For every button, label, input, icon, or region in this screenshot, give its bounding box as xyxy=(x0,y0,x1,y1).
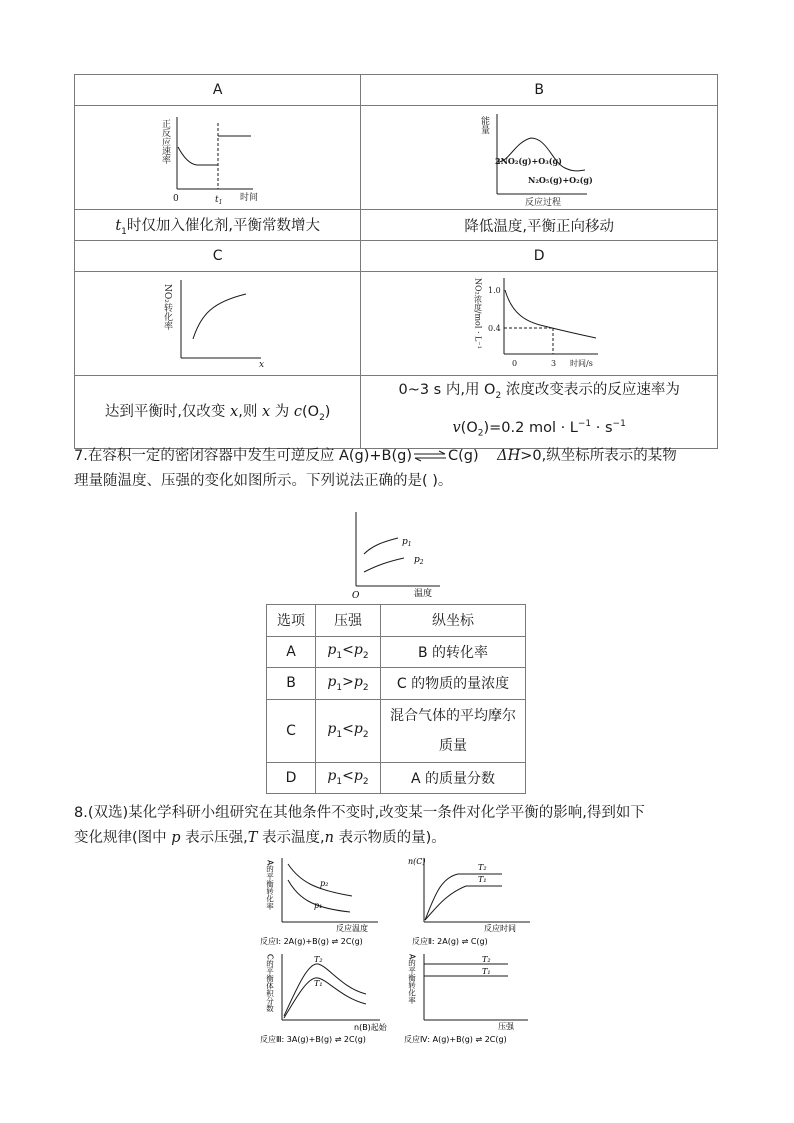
graph-caption: 反应Ⅳ: A(g)+B(g) ⇌ 2C(g) xyxy=(404,1035,507,1044)
caption-b: 降低温度,平衡正向移动 xyxy=(361,210,718,241)
x-axis-label: x xyxy=(258,359,264,370)
p2-curve xyxy=(364,558,404,572)
col-head-yaxis: 纵坐标 xyxy=(381,605,526,637)
caption-d-line2: $v(O_2)=0.2$ mol · $L^{-1} \cdot s^{-1}$ xyxy=(452,418,626,439)
row-option: A xyxy=(267,636,316,668)
question-8-stem xyxy=(74,801,724,851)
graph-caption: 反应Ⅲ: 3A(g)+B(g) ⇌ 2C(g) xyxy=(260,1035,366,1044)
question-7-figure xyxy=(342,508,447,602)
T2-label: T₂ xyxy=(478,863,487,872)
row-option: C xyxy=(267,699,316,762)
figure-c-cell xyxy=(75,272,361,376)
origin-label: O xyxy=(352,591,360,601)
x-axis-label: 时间 xyxy=(239,192,258,203)
x-axis-label: 反应过程 xyxy=(525,197,562,208)
x-axis-label: 时间/s xyxy=(570,358,593,368)
question-7-line2: 理量随温度、压强的变化如图所示。下列说法正确的是( )。 xyxy=(74,473,453,489)
origin-label: 0 xyxy=(172,193,179,204)
question-7-stem xyxy=(74,444,724,494)
y-axis-label: NO₂浓度/mol · L⁻¹ xyxy=(473,277,483,349)
row-pressure: $p_1<p_2$ xyxy=(316,699,381,762)
option-head-a: A xyxy=(75,75,361,106)
p2-label: $p_2$ xyxy=(414,555,424,566)
figure-c-conversion xyxy=(163,274,273,374)
row-pressure: $p_1>p_2$ xyxy=(316,668,381,700)
figure-d-concentration xyxy=(474,274,604,374)
y-tick-1.0: 1.0 xyxy=(488,285,501,295)
figure-b-cell xyxy=(361,106,718,210)
graph-reaction-3 xyxy=(256,950,396,1046)
option-head-d: D xyxy=(361,241,718,272)
row-option: B xyxy=(267,668,316,700)
table-row xyxy=(267,668,526,700)
caption-d xyxy=(361,376,718,449)
y-axis-label: C的平衡体积分数 xyxy=(265,954,275,1012)
T1-label: T₁ xyxy=(482,967,491,976)
row-pressure: $p_1<p_2$ xyxy=(316,636,381,668)
p1-curve xyxy=(364,538,398,554)
p1-label: p₁ xyxy=(314,901,323,910)
table-row xyxy=(267,636,526,668)
figure-d-cell xyxy=(361,272,718,376)
T2-label: T₂ xyxy=(482,955,491,964)
x-axis-label: 温度 xyxy=(414,589,433,599)
x-axis-label: 压强 xyxy=(498,1022,514,1031)
origin-label: 0 xyxy=(512,358,518,368)
row-yaxis: B 的转化率 xyxy=(381,636,526,668)
row-pressure: $p_1<p_2$ xyxy=(316,762,381,794)
y-axis-label: A的平衡转化率 xyxy=(407,954,417,1005)
figure-b-energy-profile xyxy=(481,108,597,208)
question-8-line1: 8.(双选)某化学科研小组研究在其他条件不变时,改变某一条件对化学平衡的影响,得到如下 xyxy=(74,805,645,821)
y-axis-label: 正反应速率 xyxy=(159,118,170,164)
p1-label: $p_1$ xyxy=(402,537,412,548)
conversion-curve xyxy=(193,294,246,339)
option-head-c: C xyxy=(75,241,361,272)
row-option: D xyxy=(267,762,316,794)
x-axis-label: n(B)起始 xyxy=(354,1023,387,1032)
reversible-arrow-icon xyxy=(412,450,448,462)
row-yaxis: C 的物质的量浓度 xyxy=(381,668,526,700)
row-yaxis: 混合气体的平均摩尔 质量 xyxy=(381,699,526,762)
figure-a-rate-time xyxy=(159,109,273,207)
x-axis-label: 反应时间 xyxy=(484,924,516,933)
figure-a-cell xyxy=(75,106,361,210)
product-label: N₂O₅(g)+O₂(g) xyxy=(528,174,593,185)
t1-label: $t_1$ xyxy=(214,194,223,206)
T2-curve xyxy=(284,964,366,1016)
question-8-line2: 变化规律(图中 p 表示压强,T 表示温度,n 表示物质的量)。 xyxy=(74,830,446,846)
caption-a: $t_1$时仅加入催化剂,平衡常数增大 xyxy=(75,210,361,241)
T2-curve xyxy=(425,874,502,920)
y-axis-label: A的平衡转化率 xyxy=(265,860,275,911)
reactant-label: 2NO₂(g)+O₃(g) xyxy=(495,155,562,166)
caption-c: 达到平衡时,仅改变 x,则 x 为 $c(O_2)$ xyxy=(75,376,361,449)
question-7-line1: 7.在容积一定的密闭容器中发生可逆反应 A(g)+B(g) C(g) ΔH>0,纵坐标所表示的某物 xyxy=(74,448,677,464)
table-row xyxy=(267,699,526,762)
option-table-q7 xyxy=(266,604,526,794)
table-row xyxy=(267,762,526,794)
graph-caption: 反应Ⅰ: 2A(g)+B(g) ⇌ 2C(g) xyxy=(260,937,363,946)
option-table-q6 xyxy=(74,74,718,449)
graph-reaction-4 xyxy=(402,950,536,1046)
T1-curve xyxy=(425,886,502,920)
rate-curve-before xyxy=(178,147,218,165)
graph-reaction-1 xyxy=(256,854,396,950)
col-head-option: 选项 xyxy=(267,605,316,637)
T1-curve xyxy=(284,978,366,1018)
y-axis-label: NO₂转化率 xyxy=(161,283,172,330)
x-tick-3: 3 xyxy=(551,358,557,368)
x-axis-label: 反应温度 xyxy=(336,924,368,933)
y-tick-0.4: 0.4 xyxy=(488,323,501,333)
y-axis-label: n(C) xyxy=(408,857,426,866)
caption-d-line1: 0~3 s 内,用 $O_2$ 浓度改变表示的反应速率为 xyxy=(398,382,680,401)
graph-caption: 反应Ⅱ: 2A(g) ⇌ C(g) xyxy=(412,937,488,946)
p2-label: p₂ xyxy=(320,879,329,888)
col-head-pressure: 压强 xyxy=(316,605,381,637)
T1-label: T₁ xyxy=(478,875,487,884)
y-axis-label: 能量 xyxy=(479,115,490,134)
graph-reaction-2 xyxy=(402,854,536,950)
T1-label: T₁ xyxy=(314,979,323,988)
option-head-b: B xyxy=(361,75,718,106)
row-yaxis: A 的质量分数 xyxy=(381,762,526,794)
concentration-curve xyxy=(505,290,596,338)
T2-label: T₂ xyxy=(314,955,323,964)
